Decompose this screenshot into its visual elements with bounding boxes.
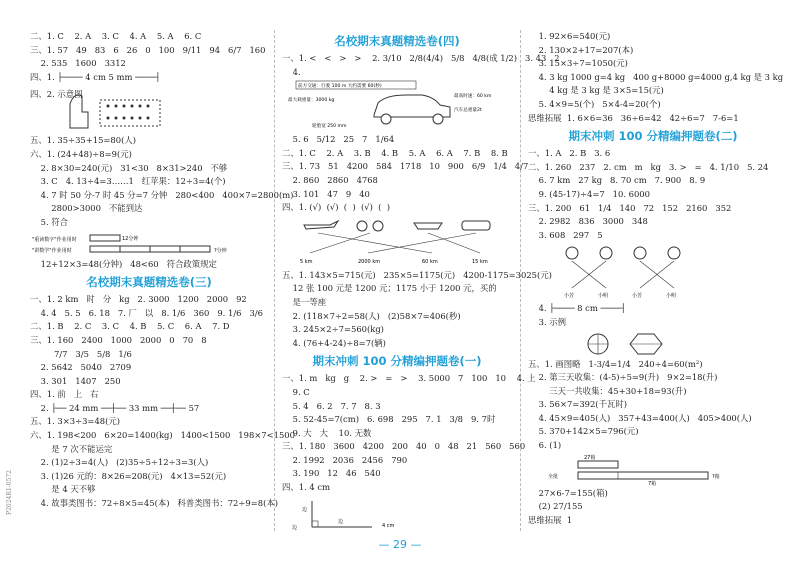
answer-line: 4. xyxy=(282,66,301,77)
figure-vehicles-matching xyxy=(282,217,512,267)
answer-line: 3. 56×7=392(千瓦时) xyxy=(528,399,627,410)
answer-line: 2. 8×30=240(元) 31<30 8×31>240 不够 xyxy=(30,162,228,173)
answer-line: 5. 52-45=7(cm) 6. 698 295 7. 1 3/8 9. 7时 xyxy=(282,414,496,425)
col1-bottom-block xyxy=(30,293,295,511)
bar-label: 7箱 xyxy=(648,480,657,487)
answer-line: 4. 7 时 50 分-7 时 45 分=7 分钟 280<400 400×7=2800(m) xyxy=(30,189,294,200)
answer-line: 3. 15×3÷7=1050(元) xyxy=(528,58,628,69)
bicycle-icon xyxy=(357,221,367,231)
answer-line: 4. 3 kg 1000 g=4 kg 400 g+8000 g=4000 g,4 kg 是 3 kg xyxy=(528,71,784,82)
answer-line: 6. (1) xyxy=(528,440,562,451)
angle-label: 边 xyxy=(338,518,344,525)
panda-icon xyxy=(600,247,612,259)
answer-line: 4. 45×9=405(人) 357+43=400(人) 405>400(人) xyxy=(528,412,752,423)
answer-line: 7/7 3/5 5/8 1/6 xyxy=(30,348,132,359)
right-angle-svg xyxy=(282,497,512,531)
answer-line: 三、1. 160 2400 1000 2000 0 70 8 xyxy=(30,334,207,345)
bar-label: 全批 xyxy=(548,473,559,480)
answer-line: 2. 2982 836 3000 348 xyxy=(528,216,648,227)
distance-label: 60 km xyxy=(422,258,438,265)
answer-line: 二、1. B 2. C 3. C 4. B 5. C 6. A 7. D xyxy=(30,321,230,332)
col1-top-block xyxy=(30,30,268,84)
answer-line: 2. 1992 2036 2456 790 xyxy=(282,454,408,465)
answer-line: 六、1. (24+48)÷8=9(元) xyxy=(30,148,132,159)
answer-line: 三、1. 180 3600 4200 200 40 0 48 21 560 560 xyxy=(282,441,526,452)
answer-line: 一、1. m kg g 2. > = > 3. 5000 7 100 10 4. 上 xyxy=(282,373,536,384)
answer-line: 一、1. < < > > 2. 3/10 2/8(4/4) 5/8 4/8(成 1/2) 3. 43 2 xyxy=(282,53,560,63)
distance-label: 2000 km xyxy=(358,258,381,265)
figure-geometry-sketch xyxy=(30,86,268,132)
plane-icon xyxy=(304,221,338,229)
answer-line: 27×6-7=155(箱) xyxy=(528,487,608,498)
answer-line: 3. (1)26 元的：8×26=208(元) 4×13=52(元) xyxy=(30,470,227,481)
panda-icon xyxy=(668,247,680,259)
answer-line: 一、1. A 2. B 3. 6 xyxy=(528,148,611,159)
answer-line: 三天一共收集：45+30+18=93(升) xyxy=(528,385,687,396)
answer-line: 五、1. 画图略 1-3/4=1/4 240÷4=60(m²) xyxy=(528,358,703,369)
figure-car xyxy=(282,81,512,131)
answer-line: 3. 示例 xyxy=(528,316,567,327)
answer-line: 1. 92×6=540(元) xyxy=(528,31,611,41)
answer-line: 五、1. 3×3÷3=48(元) xyxy=(30,416,121,427)
answer-line: 3. 245×2÷7=560(kg) xyxy=(282,324,384,335)
figure-label: 四、2. 示意图 xyxy=(30,89,83,100)
column-1 xyxy=(30,30,295,511)
answer-line: 5. 6 5/12 25 7 1/64 xyxy=(282,134,395,145)
figure-shapes xyxy=(528,332,778,356)
answer-line: 5. 4 6. 2 7. 7 8. 3 xyxy=(282,400,381,411)
answer-line: 5. 370+142×5=796(元) xyxy=(528,426,639,437)
panda-label: 小芳 xyxy=(632,293,643,300)
figure-bar-model xyxy=(528,455,778,485)
answer-line: 一、1. 2 km 时 分 kg 2. 3000 1200 2000 92 xyxy=(30,294,247,305)
answer-line: 9. 大 大 10. 无数 xyxy=(282,427,372,438)
answer-line: 是一等座 xyxy=(282,296,327,307)
answer-line: 思维拓展 1. 6×6=36 36÷6=42 42÷6=7 7-6=1 xyxy=(528,112,739,123)
answer-line: 二、1. C 2. A 3. B 4. B 5. A 6. A 7. B 8. B xyxy=(282,147,508,158)
figure-pandas xyxy=(528,244,778,300)
bar-value-12: 12分钟 xyxy=(122,235,139,242)
panda-label: 小明 xyxy=(598,293,609,300)
column-divider-right xyxy=(520,30,521,531)
answer-line: 4. 故事类图书：72÷8×5=45(本) 科普类图书：72÷9=8(本) xyxy=(30,498,278,509)
answer-line: 5. 符合 xyxy=(30,216,69,227)
bar-label: ?箱 xyxy=(712,473,720,480)
answer-line: 4. ├──── 8 cm ────┤ xyxy=(528,303,626,314)
column-3 xyxy=(528,30,784,527)
answer-line: 3. 301 1407 250 xyxy=(30,375,121,386)
answer-line: (2) 27/155 xyxy=(528,501,583,512)
answer-line: 2. 535 1600 3312 xyxy=(30,58,126,69)
answer-line: 5. 4×9=5(个) 5×4-4=20(个) xyxy=(528,98,661,109)
col1-mid-block xyxy=(30,134,294,229)
answer-line: 五、1. 143×5=715(元) 235×5=1175(元) 4200-1175=3025(元) xyxy=(282,269,552,280)
answer-line: 三、1. 57 49 83 6 26 0 100 9/11 94 6/7 160 xyxy=(30,44,266,55)
answer-line: 六、1. 198<200 6×20=1400(kg) 1400<1500 198×7<1500 xyxy=(30,430,295,441)
answer-line: 二、1. 260 237 2. cm m kg 3. > = 4. 1/10 5. 24 xyxy=(528,161,769,172)
answer-line: 是 7 次不能运完 xyxy=(30,443,113,454)
answer-line: 四、1. ├──── 4 cm 5 mm ────┤ xyxy=(30,71,161,82)
answer-line: 2. (1)2÷3=4(人) (2)35÷5÷12÷3=3(人) xyxy=(30,457,209,468)
car-label: 最大载重量：3000 kg xyxy=(288,98,335,104)
figure-time-bars xyxy=(30,232,268,256)
car-label: 汽车总重量2t xyxy=(454,108,482,114)
panda-icon xyxy=(566,247,578,259)
answer-line: 2800>3000 不能到达 xyxy=(30,203,143,214)
answer-line: 四、1. 4 cm xyxy=(282,482,331,493)
time-bars-svg xyxy=(30,232,260,256)
car-svg xyxy=(282,81,512,131)
answer-line: 二、1. C 2. A 3. C 4. A 5. A 6. C xyxy=(30,31,202,41)
car-label: 前方交通：行驶 100 m 大约需要 60(秒) xyxy=(298,84,382,90)
section-title: 期末冲刺 100 分精编押题卷(二) xyxy=(568,129,738,144)
page-number: — 29 — xyxy=(378,538,422,551)
answer-line: 3. 608 297 5 xyxy=(528,229,603,240)
bar-label-reading: "重读数字"作业用时 xyxy=(32,236,77,243)
answer-line: 2. (118×7÷2=58(人) (2)58×7=406(秒) xyxy=(282,310,461,321)
answer-line: 6. 7 km 27 kg 8. 70 cm 7. 900 8. 9 xyxy=(528,175,706,186)
answer-line: 12+12×3=48(分钟) 48<60 符合政策规定 xyxy=(30,258,217,269)
answer-line: 2. 860 2860 4768 xyxy=(282,174,378,185)
bar-value-unknown: ?分钟 xyxy=(214,247,227,254)
section-title: 期末冲刺 100 分精编押题卷(一) xyxy=(312,354,482,369)
section-title: 名校期末真题精选卷(三) xyxy=(86,275,212,290)
vehicles-svg xyxy=(282,217,512,267)
answer-line: 三、1. 73 51 4200 584 1718 10 900 6/9 1/4 4/7 xyxy=(282,161,529,172)
car-label: 轮胎宽 250 mm xyxy=(312,124,347,130)
answer-line: 四、1. 前 上 右 xyxy=(30,389,99,400)
panda-icon xyxy=(634,247,646,259)
answer-line: 3. 190 12 46 540 xyxy=(282,468,381,479)
distance-label: 15 km xyxy=(472,258,488,265)
answer-line: 9. C xyxy=(282,386,310,397)
answer-line: 四、1. (√) (√) ( ) (√) ( ) xyxy=(282,202,391,213)
answer-line: 3. C 4. 13÷4=3……1 红苹果：12÷3=4(个) xyxy=(30,176,226,187)
answer-line: 2. 130×2+17=207(本) xyxy=(528,44,634,55)
angle-label: 4 cm xyxy=(382,522,395,529)
car-small-icon xyxy=(462,221,490,230)
angle-label: 边 xyxy=(292,524,298,531)
panda-label: 小明 xyxy=(666,293,677,300)
answer-line: 三、1. 200 61 1/4 140 72 152 2160 352 xyxy=(528,202,732,213)
ship-icon xyxy=(414,223,442,229)
answer-line: 9. (45-17)÷4=7 10. 6000 xyxy=(528,188,650,199)
bar-label: 27箱 xyxy=(584,454,596,461)
pandas-svg xyxy=(528,244,778,300)
sketch-svg xyxy=(30,86,260,132)
answer-line: 2. 5642 5040 2709 xyxy=(30,362,132,373)
answer-line: 五、1. 35÷35+15=80(人) xyxy=(30,135,136,146)
bar-model-svg xyxy=(528,455,778,485)
bar-label-math: "讲数学"作业用时 xyxy=(32,247,72,254)
shapes-svg xyxy=(528,332,778,356)
answer-line: 4. (76+4-24)÷8=7(辆) xyxy=(282,337,386,348)
section-title: 名校期末真题精选卷(四) xyxy=(334,34,460,48)
answer-line: 4. 4 5. 5 6. 18 7. 厂 以 8. 1/6 360 9. 1/6 3/6 xyxy=(30,307,263,318)
column-divider-left xyxy=(274,30,275,531)
answer-line: 2. 第三天收集：(4-5)÷5=9(升) 9×2=18(升) xyxy=(528,372,718,383)
angle-label: 边 xyxy=(302,506,308,513)
answer-line: 4 kg 是 3 kg 是 3×5=15(元) xyxy=(528,85,664,96)
answer-line: 3. 101 47 9 40 xyxy=(282,188,370,199)
answer-line: 思维拓展 1 xyxy=(528,514,573,525)
answer-line: 2. ├── 24 mm ──┼── 33 mm ──┼── 57 xyxy=(30,402,200,413)
page-number-value: 29 xyxy=(393,538,407,551)
figure-right-angle xyxy=(282,497,512,531)
distance-label: 5 km xyxy=(300,258,313,265)
answer-line: 是 4 天不够 xyxy=(30,484,96,495)
answer-line: 12 张 100 元是 1200 元；1175 小于 1200 元，买的 xyxy=(282,283,497,294)
panda-label: 小芳 xyxy=(564,293,575,300)
car-label: 最高时速：60 km xyxy=(454,94,492,100)
side-code: P2024R1-0572 xyxy=(6,470,13,515)
